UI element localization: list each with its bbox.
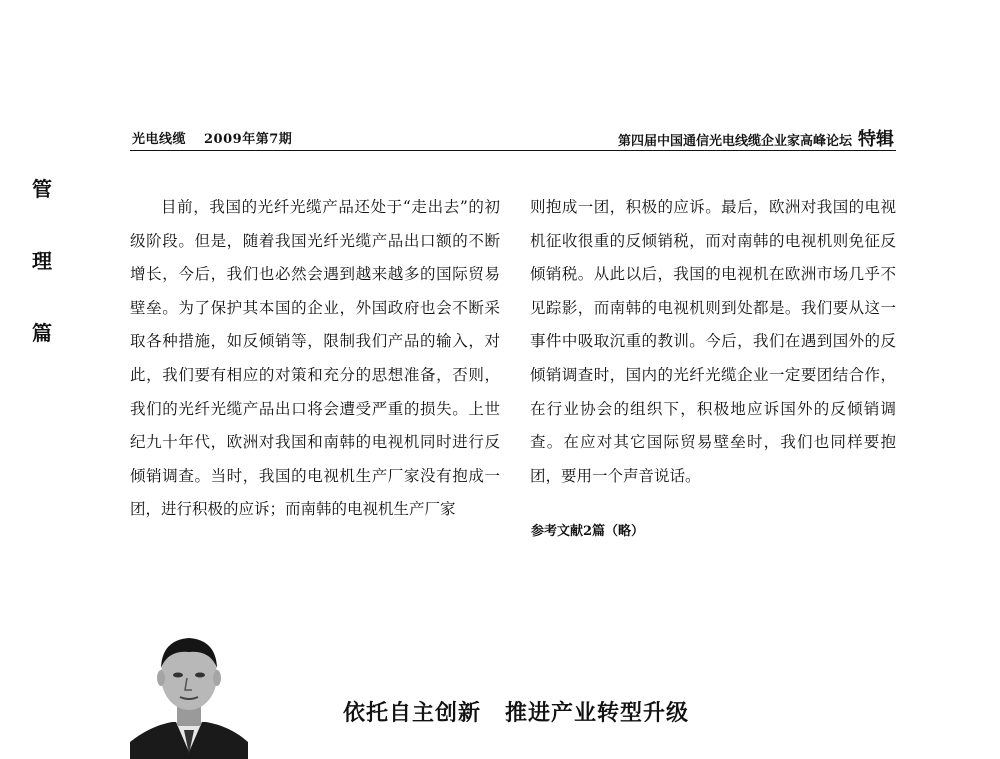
author-portrait	[130, 630, 248, 759]
side-label-char-1: 管	[32, 177, 52, 201]
article-left-column	[130, 191, 500, 527]
issue-number: 2009年第7期	[204, 132, 293, 147]
forum-name: 第四届中国通信光电线缆企业家高峰论坛	[617, 134, 852, 149]
header-rule	[130, 150, 896, 151]
article-right-column	[530, 191, 896, 493]
running-header-left	[132, 128, 292, 147]
side-label-char-2: 理	[32, 249, 52, 273]
running-header-right	[618, 125, 894, 151]
left-column-text: 目前，我国的光纤光缆产品还处于“走出去”的初级阶段。但是，随着我国光纤光缆产品出口额的不断增长，今后，我们也必然会遇到越来越多的国际贸易壁垒。为了保护其本国的企业，外国政府也会不断采取各种措施，如反倾销等，限制我们产品的输入，对此，我们要有相应的对策和充分的思想准备，否则，我们的光纤光缆产品出口将会遭受严重的损失。上世纪九十年代，欧洲对我国和南韩的电视机同时进行反倾销调查。当时，我国的电视机生产厂家没有抱成一团，进行积极的应诉；而南韩的电视机生产厂家	[130, 198, 500, 519]
journal-name: 光电线缆	[132, 132, 187, 147]
title-part-1: 依托自主创新	[343, 701, 482, 726]
next-article-title	[343, 696, 689, 727]
right-column-text: 则抱成一团，积极的应诉。最后，欧洲对我国的电视机征收很重的反倾销税，而对南韩的电视机则免征反倾销税。从此以后，我国的电视机在欧洲市场几乎不见踪影，而南韩的电视机则到处都是。我们要从这一事件中吸取沉重的教训。今后，我们在遇到国外的反倾销调查时，国内的光纤光缆企业一定要团结合作，在行业协会的组织下，积极地应诉国外的反倾销调查。在应对其它国际贸易壁垒时，我们也同样要抱团，要用一个声音说话。	[530, 198, 896, 485]
side-label-char-3: 篇	[32, 321, 52, 345]
title-part-2: 推进产业转型升级	[505, 701, 690, 726]
section-tag: 特辑	[858, 129, 894, 150]
references-note: 参考文献2篇（略）	[531, 524, 645, 539]
portrait-image	[130, 630, 248, 759]
